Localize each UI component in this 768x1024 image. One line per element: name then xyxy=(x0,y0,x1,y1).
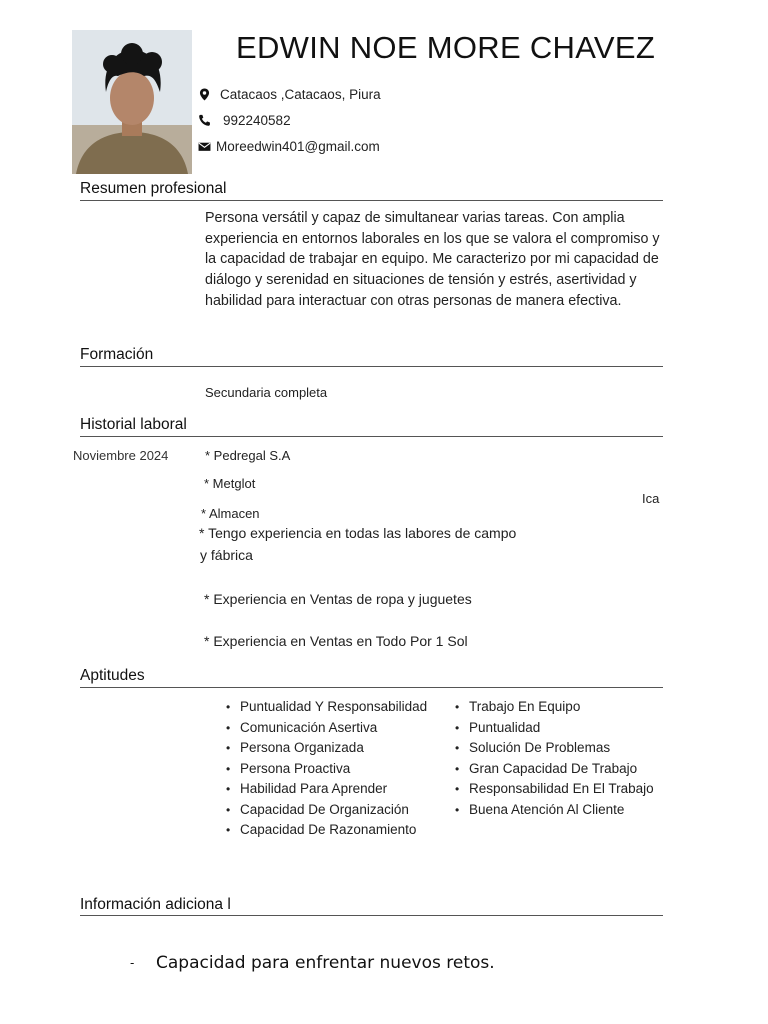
summary-text: Persona versátil y capaz de simultanear varias tareas. Con amplia experiencia en entornos laborales en los que se valora el compromiso y la capacidad de trabajar en equipo. Me caracterizo por mi capacidad de diálogo y serenidad en situaciones de tensión y estrés, asertividad y habilidad para interactuar con otras personas de manera efectiva. xyxy=(205,210,660,309)
work-company: * Metglot xyxy=(204,476,256,491)
work-experience: * Tengo experiencia en todas las labores de campo xyxy=(199,525,517,541)
location-pin-icon xyxy=(198,88,211,101)
section-title-additional: Información adiciona l xyxy=(80,896,231,913)
work-company: * Pedregal S.A xyxy=(205,448,291,463)
location-text: Catacaos ,Catacaos, Piura xyxy=(220,87,381,102)
contact-location xyxy=(198,87,381,102)
phone-text: 992240582 xyxy=(223,113,291,128)
section-title-summary: Resumen profesional xyxy=(80,180,227,197)
skills-list-right xyxy=(455,697,665,820)
section-divider xyxy=(80,436,663,437)
list-item: • Capacidad De Organización xyxy=(226,800,441,821)
contact-phone xyxy=(198,113,291,128)
person-photo-illustration xyxy=(72,30,192,174)
list-item: • Puntualidad Y Responsabilidad xyxy=(226,697,441,718)
additional-item-text: Capacidad para enfrentar nuevos retos. xyxy=(156,953,495,973)
list-item: • Persona Proactiva xyxy=(226,759,441,780)
education-item: Secundaria completa xyxy=(205,385,328,400)
list-item: • Persona Organizada xyxy=(226,738,441,759)
list-item: • Solución De Problemas xyxy=(455,738,665,759)
list-item: • Buena Atención Al Cliente xyxy=(455,800,665,821)
section-divider xyxy=(80,200,663,201)
list-item: • Comunicación Asertiva xyxy=(226,718,441,739)
work-experience-cont: y fábrica xyxy=(200,547,253,563)
section-divider xyxy=(80,687,663,688)
bullet-dash: - xyxy=(130,956,135,970)
list-item: • Gran Capacidad De Trabajo xyxy=(455,759,665,780)
phone-icon xyxy=(198,114,211,127)
email-link[interactable]: Moreedwin401@gmail.com xyxy=(216,139,380,154)
list-item: • Puntualidad xyxy=(455,718,665,739)
work-sales-experience: * Experiencia en Ventas en Todo Por 1 Sol xyxy=(204,633,468,649)
list-item: • Capacidad De Razonamiento xyxy=(226,820,441,841)
section-title-skills: Aptitudes xyxy=(80,667,145,684)
mail-icon xyxy=(198,140,211,153)
section-title-education: Formación xyxy=(80,346,154,363)
list-item: • Responsabilidad En El Trabajo xyxy=(455,779,665,800)
skills-list-left xyxy=(226,697,441,841)
section-divider xyxy=(80,366,663,367)
list-item: • Habilidad Para Aprender xyxy=(226,779,441,800)
work-sales-experience: * Experiencia en Ventas de ropa y juguetes xyxy=(204,591,472,607)
list-item: • Trabajo En Equipo xyxy=(455,697,665,718)
work-date: Noviembre 2024 xyxy=(73,448,169,463)
section-title-work: Historial laboral xyxy=(80,416,187,433)
contact-email xyxy=(198,139,380,154)
work-company: * Almacen xyxy=(201,506,260,521)
profile-photo xyxy=(72,30,192,174)
candidate-name: EDWIN NOE MORE CHAVEZ xyxy=(236,30,656,65)
additional-item xyxy=(130,953,495,973)
work-location: Ica xyxy=(642,491,660,506)
section-divider xyxy=(80,915,663,916)
